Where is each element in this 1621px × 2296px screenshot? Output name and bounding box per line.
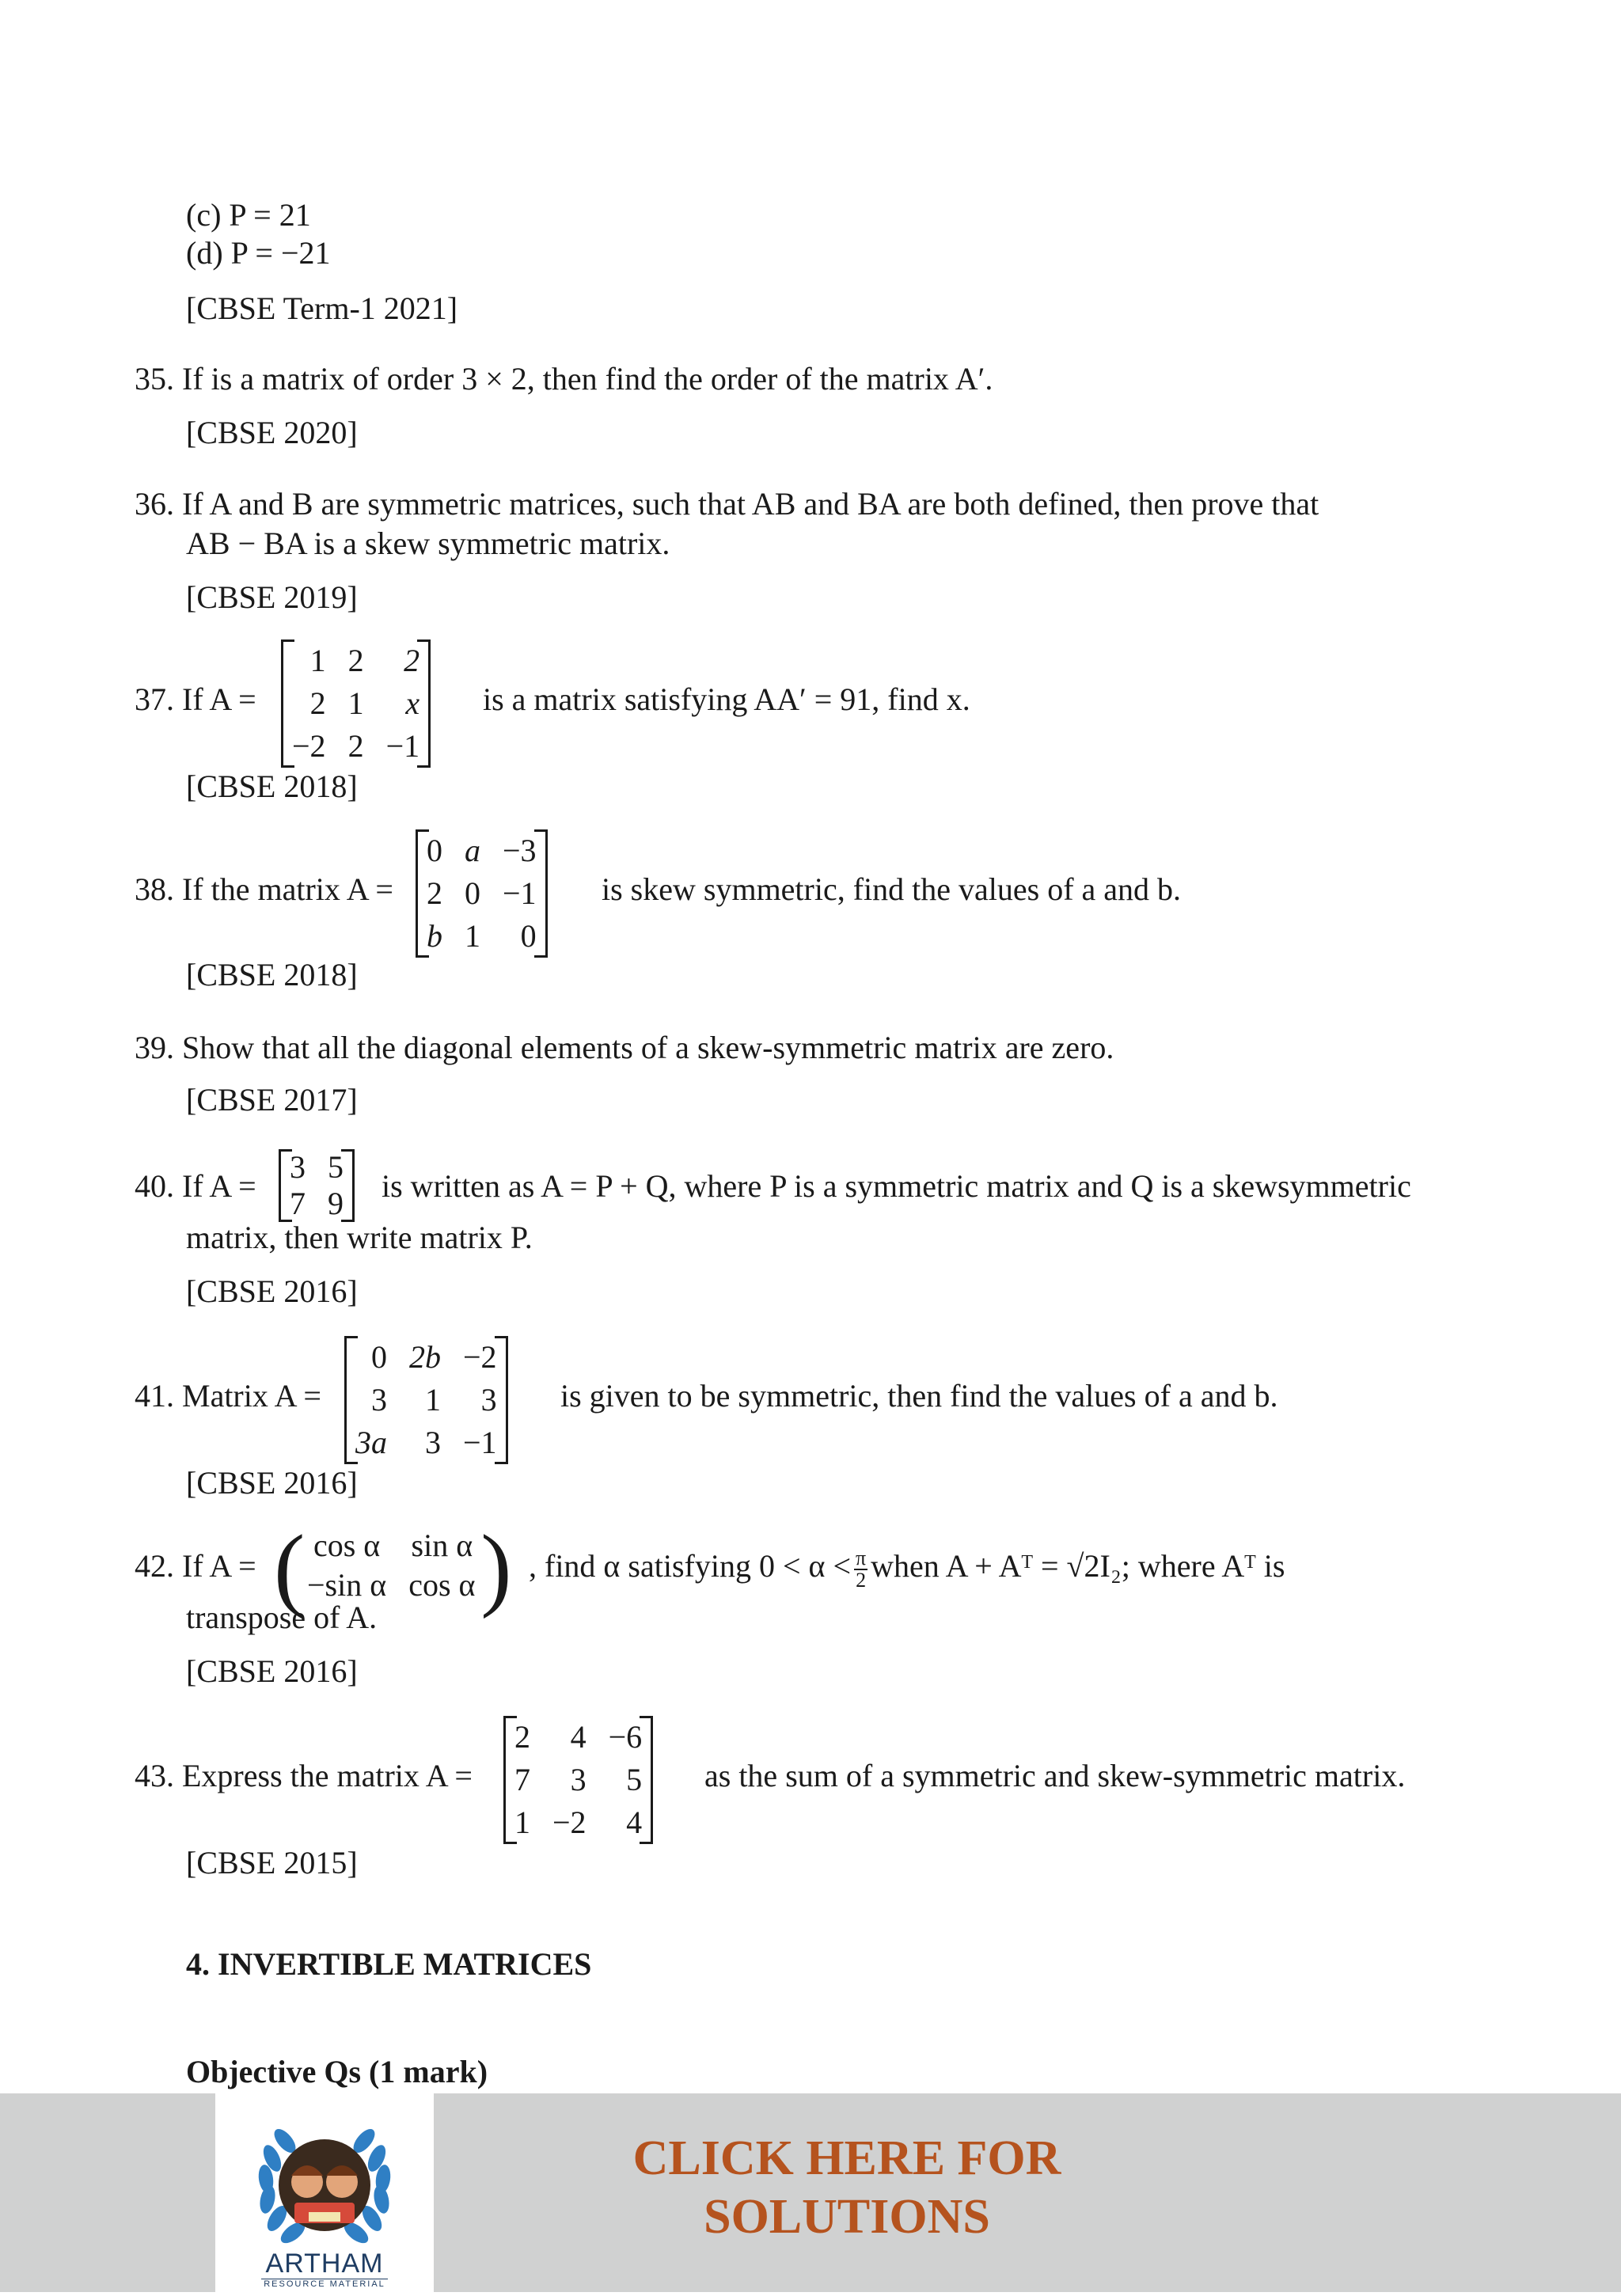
matrix-43: 2 4 −6 7 3 5 1 −2 4 bbox=[503, 1716, 653, 1844]
question-43-prefix: 43. Express the matrix A = bbox=[135, 1758, 473, 1793]
matrix-38: 0 a −3 2 0 −1 b 1 0 bbox=[416, 829, 548, 958]
source-tag: [CBSE 2019] bbox=[186, 579, 358, 615]
question-37-prefix: 37. If A = bbox=[135, 681, 256, 717]
source-tag: [CBSE 2017] bbox=[186, 1082, 358, 1118]
option-c: (c) P = 21 bbox=[186, 197, 311, 233]
logo-tagline: RESOURCE MATERIAL bbox=[261, 2279, 388, 2289]
pi-over-two-fraction: $\frac{\pi}{2}$ bbox=[856, 1546, 867, 1592]
matrix-41: 0 2b −2 3 1 3 3a 3 −1 bbox=[344, 1336, 508, 1464]
matrix-42: ( ) cos α sin α −sin α cos α bbox=[274, 1516, 512, 1619]
artham-logo[interactable] bbox=[215, 2093, 434, 2292]
question-38-suffix: is skew symmetric, find the values of a and b. bbox=[602, 871, 1182, 907]
question-43-suffix: as the sum of a symmetric and skew-symmetric matrix. bbox=[704, 1758, 1406, 1793]
source-tag: [CBSE 2018] bbox=[186, 768, 358, 804]
question-39: 39. Show that all the diagonal elements of a skew-symmetric matrix are zero. bbox=[135, 1030, 1114, 1065]
question-40-suffix: is written as A = P + Q, where P is a symmetric matrix and Q is a skewsymmetric bbox=[382, 1168, 1411, 1204]
question-41-suffix: is given to be symmetric, then find the values of a and b. bbox=[560, 1378, 1278, 1414]
sub-heading: Objective Qs (1 mark) bbox=[186, 2054, 488, 2089]
question-40-prefix: 40. If A = bbox=[135, 1168, 256, 1204]
section-heading: 4. INVERTIBLE MATRICES bbox=[186, 1946, 592, 1982]
solutions-link[interactable] bbox=[554, 2129, 1140, 2246]
question-42-line2: transpose of A. bbox=[186, 1600, 378, 1635]
source-tag: [CBSE 2016] bbox=[186, 1653, 358, 1689]
cta-line-2: SOLUTIONS bbox=[704, 2190, 990, 2244]
source-tag: [CBSE 2015] bbox=[186, 1845, 358, 1880]
question-38-prefix: 38. If the matrix A = bbox=[135, 871, 393, 907]
source-tag: [CBSE Term-1 2021] bbox=[186, 290, 458, 326]
logo-name: ARTHAM bbox=[265, 2249, 384, 2279]
question-35: 35. If is a matrix of order 3 × 2, then find the order of the matrix A′. bbox=[135, 361, 993, 397]
question-36-line2: AB − BA is a skew symmetric matrix. bbox=[186, 526, 670, 561]
question-40-line2: matrix, then write matrix P. bbox=[186, 1220, 533, 1255]
option-d: (d) P = −21 bbox=[186, 235, 331, 271]
source-tag: [CBSE 2020] bbox=[186, 415, 358, 450]
source-tag: [CBSE 2016] bbox=[186, 1465, 358, 1501]
question-41-prefix: 41. Matrix A = bbox=[135, 1378, 321, 1414]
cta-line-1: CLICK HERE FOR bbox=[632, 2131, 1061, 2185]
question-37-suffix: is a matrix satisfying AA′ = 91, find x. bbox=[483, 681, 970, 717]
question-42-mid: , find α satisfying 0 < α < $\frac{\pi}{2}$ when A + Aᵀ = √2I₂; where Aᵀ is bbox=[529, 1546, 1285, 1592]
question-36-line1: 36. If A and B are symmetric matrices, such that AB and BA are both defined, then prove that bbox=[135, 486, 1319, 522]
matrix-37: 1 2 2 2 1 x −2 2 −1 bbox=[281, 639, 431, 768]
matrix-40: 3 5 7 9 bbox=[279, 1149, 355, 1222]
question-42-prefix: 42. If A = bbox=[135, 1548, 256, 1584]
source-tag: [CBSE 2016] bbox=[186, 1273, 358, 1309]
source-tag: [CBSE 2018] bbox=[186, 957, 358, 992]
